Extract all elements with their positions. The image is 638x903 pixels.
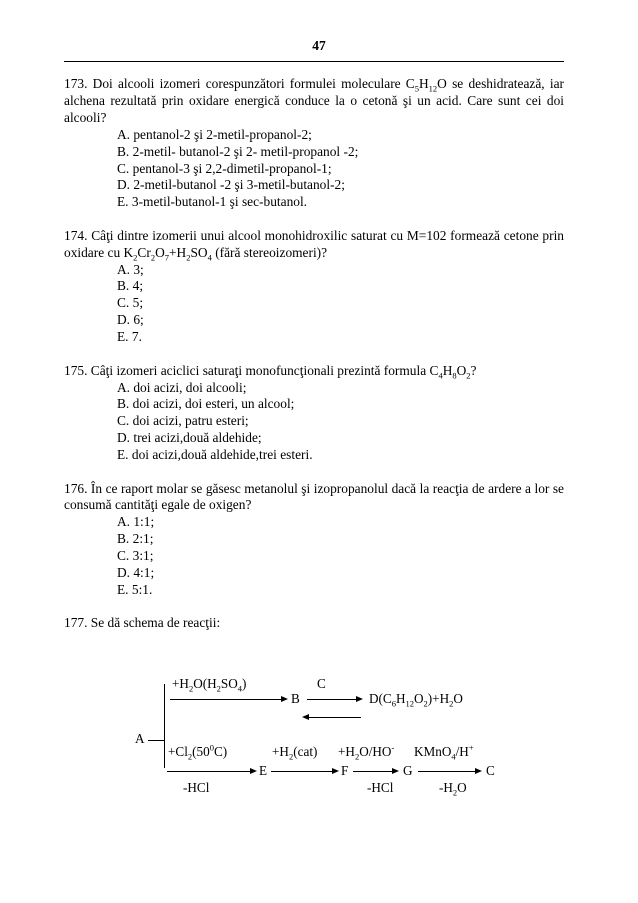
arrow-g-to-c — [418, 771, 476, 772]
scheme-label-b: B — [291, 691, 300, 706]
page-number: 47 — [312, 38, 326, 53]
reagent-h2: $+H_2(cat)$ — [272, 744, 318, 762]
scheme-label-c-end: C — [486, 763, 495, 778]
arrow-e-to-f — [271, 771, 333, 772]
scheme-label-g: G — [403, 763, 413, 778]
answer-option: B. 2:1; — [117, 531, 154, 547]
reagent-h2o-ho: $+H_2O/HO^-$ — [338, 742, 395, 762]
answer-option: E. doi acizi,două aldehide,trei esteri. — [117, 447, 313, 463]
arrowhead-right — [475, 768, 482, 774]
arrow-a-to-e — [167, 771, 251, 772]
answer-option: A. pentanol-2 şi 2-metil-propanol-2; — [117, 126, 312, 142]
answer-option: D. 4:1; — [117, 565, 155, 581]
question-text: 176. În ce raport molar se găsesc metanolul şi izopropanolul dacă la reacţia de ardere a lor se consumă cantităţi egale de oxigen? — [64, 480, 564, 513]
answer-option: C. doi acizi, patru esteri; — [117, 413, 249, 429]
scheme-label-f: F — [341, 763, 349, 778]
question-text: 173. Doi alcooli izomeri corespunzători formulei moleculare $C_5H_{12}O$ se deshidratează, iar alchena rezultată prin oxidare energică conduce la o cetonă şi un acid. Care sunt cei doi alcooli? — [64, 76, 564, 125]
reagent-kmno4: KMnO$_4$/H+ — [414, 742, 474, 762]
byproduct-hcl-2: -HCl — [367, 780, 394, 795]
arrowhead-right — [281, 696, 288, 702]
a-connector — [148, 740, 164, 741]
answer-option: D. trei acizi,două aldehide; — [117, 430, 262, 446]
arrowhead-right — [250, 768, 257, 774]
scheme-label-e: E — [259, 763, 268, 778]
answer-option: B. doi acizi, doi esteri, un alcool; — [117, 396, 295, 412]
scheme-label-a: A — [135, 731, 145, 746]
branch-bracket — [164, 684, 165, 768]
answer-option: E. 7. — [117, 329, 142, 345]
answer-option: C. 3:1; — [117, 548, 154, 564]
scheme-label-c-top: C — [317, 676, 326, 691]
answer-option: B. 2-metil- butanol-2 şi 2- metil-propanol -2; — [117, 143, 359, 159]
arrowhead-right — [392, 768, 399, 774]
answer-option: A. 3; — [117, 261, 144, 277]
answer-option: C. pentanol-3 şi 2,2-dimetil-propanol-1; — [117, 160, 332, 176]
answer-option: A. doi acizi, doi alcooli; — [117, 379, 247, 395]
answer-option: E. 3-metil-butanol-1 şi sec-butanol. — [117, 194, 308, 210]
question-text: 175. Câţi izomeri aciclici saturaţi monofuncţionali prezintă formula $C_4H_8O_2$? — [64, 362, 477, 381]
arrow-b-to-d — [307, 699, 357, 700]
reagent-cl2: $+Cl_2(50^0C)$ — [168, 742, 228, 762]
scheme-label-d: $D(C_6H_{12}O_2)+H_2O$ — [369, 691, 463, 709]
answer-option: C. 5; — [117, 295, 144, 311]
byproduct-hcl-1: -HCl — [183, 780, 210, 795]
arrowhead-right — [332, 768, 339, 774]
byproduct-h2o: $-H_2O$ — [439, 780, 467, 798]
answer-option: E. 5:1. — [117, 581, 153, 597]
reagent-h2o-h2so4: $+H_2O(H_2SO_4)$ — [172, 676, 247, 694]
answer-option: D. 2-metil-butanol -2 şi 3-metil-butanol-2; — [117, 177, 345, 193]
answer-option: B. 4; — [117, 278, 144, 294]
question-text: 177. Se dă schema de reacţii: — [64, 615, 221, 631]
arrow-a-to-b — [170, 699, 282, 700]
answer-option: A. 1:1; — [117, 514, 155, 530]
arrowhead-right — [356, 696, 363, 702]
question-text: 174. Câţi dintre izomerii unui alcool monohidroxilic saturat cu M=102 formează cetone prin oxidare cu $K_2Cr_2O_7+H_2SO_4$ (fără stereoizomeri)? — [64, 227, 564, 263]
arrow-c-to-b — [308, 717, 361, 718]
arrow-f-to-g — [353, 771, 393, 772]
answer-option: D. 6; — [117, 312, 144, 328]
